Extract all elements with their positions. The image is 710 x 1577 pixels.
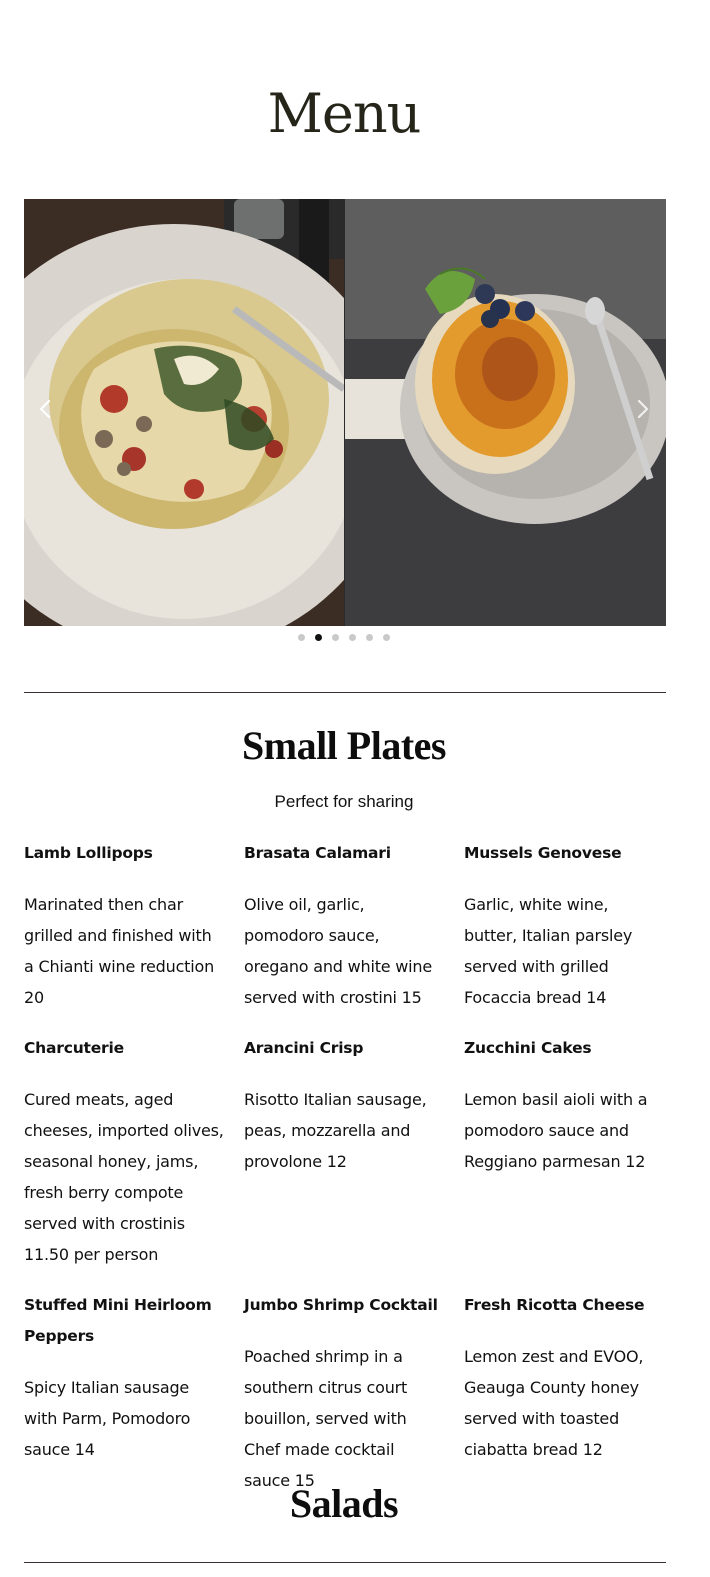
menu-item-name: Stuffed Mini Heirloom Peppers [24,1296,212,1345]
menu-item [464,838,666,1013]
menu-item-name: Mussels Genovese [464,844,622,862]
menu-item-description: Lemon zest and EVOO, Geauga County honey served with toasted ciabatta bread 12 [464,1347,644,1459]
carousel-pagination [0,634,688,641]
menu-item-name: Jumbo Shrimp Cocktail [244,1296,438,1314]
page-title: Menu [267,82,421,145]
carousel-dot-2[interactable] [315,634,322,641]
chevron-right-icon[interactable] [630,397,654,421]
menu-item [244,1290,444,1496]
chevron-left-icon[interactable] [34,397,58,421]
menu-item-description: Spicy Italian sausage with Parm, Pomodoro sauce 14 [24,1378,191,1459]
menu-item-description: Garlic, white wine, butter, Italian parsley served with grilled Focaccia bread 14 [464,895,633,1007]
carousel-dot-1[interactable] [298,634,305,641]
menu-item [464,1033,666,1177]
carousel-dot-6[interactable] [383,634,390,641]
section-title-small-plates: Small Plates [242,723,446,768]
menu-item [464,1290,666,1465]
menu-item-description: Olive oil, garlic, pomodoro sauce, oregano and white wine served with crostini 15 [244,895,433,1007]
menu-item [24,838,224,1013]
carousel-dot-3[interactable] [332,634,339,641]
logo-fragment-icon [339,0,351,4]
menu-item-name: Charcuterie [24,1039,124,1057]
menu-item-name: Brasata Calamari [244,844,391,862]
menu-item-description: Poached shrimp in a southern citrus court bouillon, served with Chef made cocktail sauce 15 [244,1347,408,1490]
menu-item [24,1290,224,1465]
menu-item-description: Lemon basil aioli with a pomodoro sauce and Reggiano parmesan 12 [464,1090,648,1171]
menu-item-description: Risotto Italian sausage, peas, mozzarella and provolone 12 [244,1090,427,1171]
carousel-dot-4[interactable] [349,634,356,641]
section-title-salads: Salads [289,1481,399,1526]
menu-item-description: Cured meats, aged cheeses, imported olives, seasonal honey, jams, fresh berry compote served with crostinis 11.50 per person [24,1090,224,1264]
carousel-dot-5[interactable] [366,634,373,641]
menu-item [244,838,444,1013]
slide-dessert-image [345,199,666,626]
menu-item-name: Fresh Ricotta Cheese [464,1296,645,1314]
menu-item [24,1033,224,1270]
menu-item-name: Zucchini Cakes [464,1039,592,1057]
menu-item-name: Lamb Lollipops [24,844,153,862]
section-divider [24,1562,666,1563]
menu-item [244,1033,444,1177]
image-carousel[interactable] [24,199,666,626]
section-divider [24,692,666,693]
section-subtitle-small-plates: Perfect for sharing [274,792,414,811]
menu-item-name: Arancini Crisp [244,1039,364,1057]
menu-item-description: Marinated then char grilled and finished with a Chianti wine reduction 20 [24,895,215,1007]
slide-pasta-image [24,199,344,626]
